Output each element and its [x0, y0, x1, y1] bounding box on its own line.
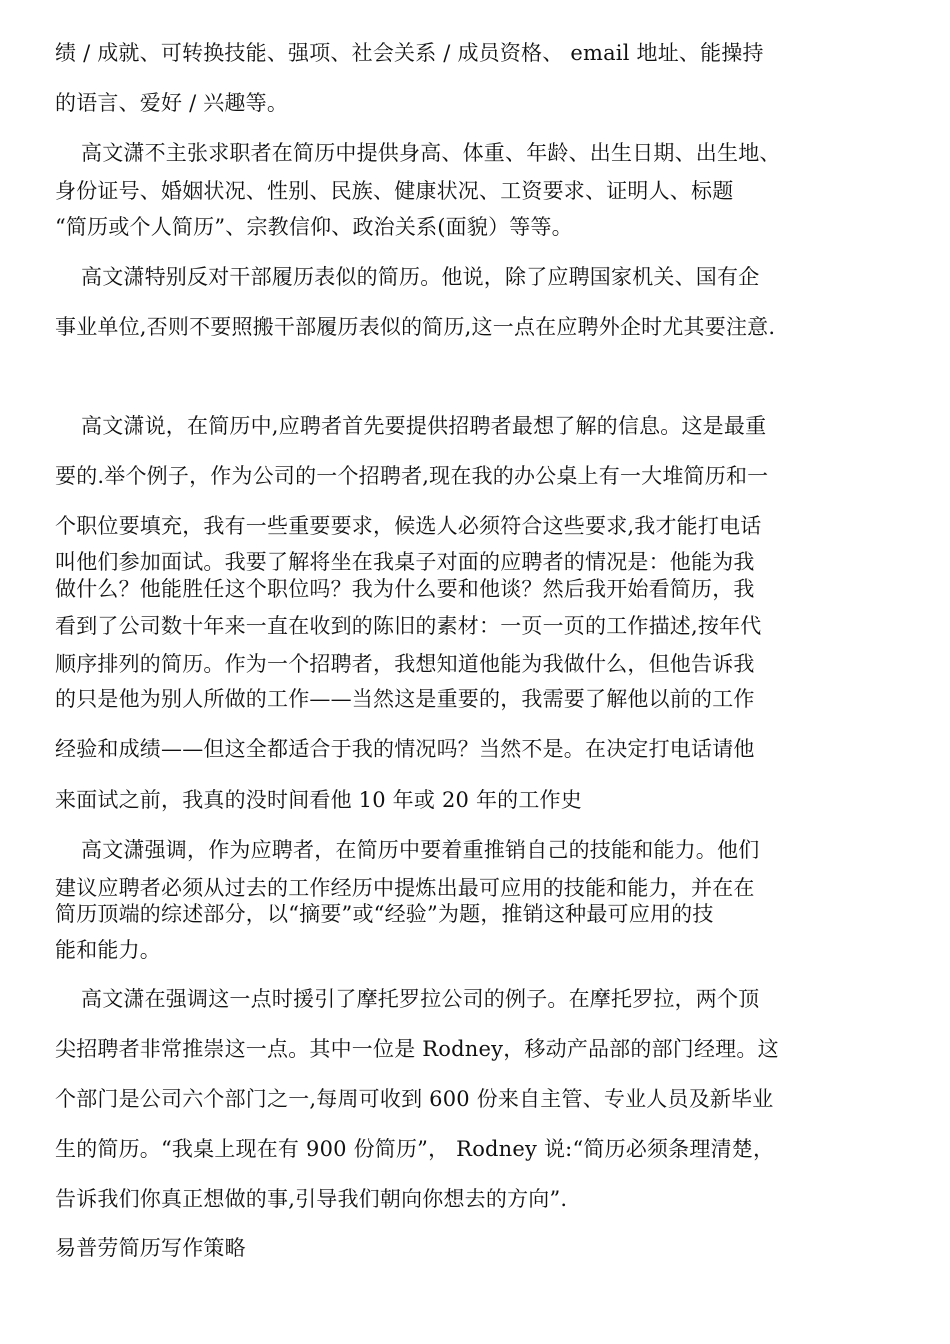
text-line: 生的简历。“我桌上现在有 900 份简历”， Rodney 说:“简历必须条理清楚， — [55, 1137, 775, 1161]
text-line: 看到了公司数十年来一直在收到的陈旧的素材：一页一页的工作描述,按年代 — [55, 614, 762, 638]
text-line: 来面试之前，我真的没时间看他 10 年或 20 年的工作史 — [55, 788, 582, 812]
text-line: 事业单位,否则不要照搬干部履历表似的简历,这一点在应聘外企时尤其要注意. — [55, 315, 776, 339]
text-line: 顺序排列的简历。作为一个招聘者，我想知道他能为我做什么，但他告诉我 — [55, 652, 755, 676]
text-line: 绩 / 成就、可转换技能、强项、社会关系 / 成员资格、 email 地址、能操持 — [55, 41, 764, 65]
text-line: 告诉我们你真正想做的事,引导我们朝向你想去的方向”. — [55, 1187, 568, 1211]
text-line: 高文潇说，在简历中,应聘者首先要提供招聘者最想了解的信息。这是最重 — [81, 414, 767, 438]
text-line: “简历或个人简历”、宗教信仰、政治关系(面貌）等等。 — [55, 215, 573, 239]
text-line: 叫他们参加面试。我要了解将坐在我桌子对面的应聘者的情况是：他能为我 — [55, 550, 755, 574]
text-line: 的只是他为别人所做的工作——当然这是重要的，我需要了解他以前的工作 — [55, 687, 755, 711]
section-heading: 易普劳简历写作策略 — [55, 1236, 246, 1260]
text-line: 要的.举个例子，作为公司的一个招聘者,现在我的办公桌上有一大堆简历和一 — [55, 464, 769, 488]
text-line: 高文潇特别反对干部履历表似的简历。他说，除了应聘国家机关、国有企 — [81, 265, 760, 289]
text-line: 经验和成绩——但这全都适合于我的情况吗？当然不是。在决定打电话请他 — [55, 737, 755, 761]
text-line: 尖招聘者非常推崇这一点。其中一位是 Rodney，移动产品部的部门经理。这 — [55, 1037, 779, 1061]
text-line: 的语言、爱好 / 兴趣等。 — [55, 91, 289, 115]
text-line: 做什么？他能胜任这个职位吗？我为什么要和他谈？然后我开始看简历，我 — [55, 577, 755, 601]
text-line: 高文潇不主张求职者在简历中提供身高、体重、年龄、出生日期、出生地、 — [81, 141, 781, 165]
text-line: 能和能力。 — [55, 938, 161, 962]
text-line: 简历顶端的综述部分，以“摘要”或“经验”为题，推销这种最可应用的技 — [55, 902, 714, 926]
text-line: 高文潇强调，作为应聘者，在简历中要着重推销自己的技能和能力。他们 — [81, 838, 760, 862]
text-line: 身份证号、婚姻状况、性别、民族、健康状况、工资要求、证明人、标题 — [55, 179, 734, 203]
text-line: 个职位要填充，我有一些重要要求，候选人必须符合这些要求,我才能打电话 — [55, 514, 762, 538]
text-line: 高文潇在强调这一点时援引了摩托罗拉公司的例子。在摩托罗拉，两个顶 — [81, 987, 760, 1011]
text-line: 建议应聘者必须从过去的工作经历中提炼出最可应用的技能和能力，并在在 — [55, 876, 755, 900]
text-line: 个部门是公司六个部门之一,每周可收到 600 份来自主管、专业人员及新毕业 — [55, 1087, 774, 1111]
